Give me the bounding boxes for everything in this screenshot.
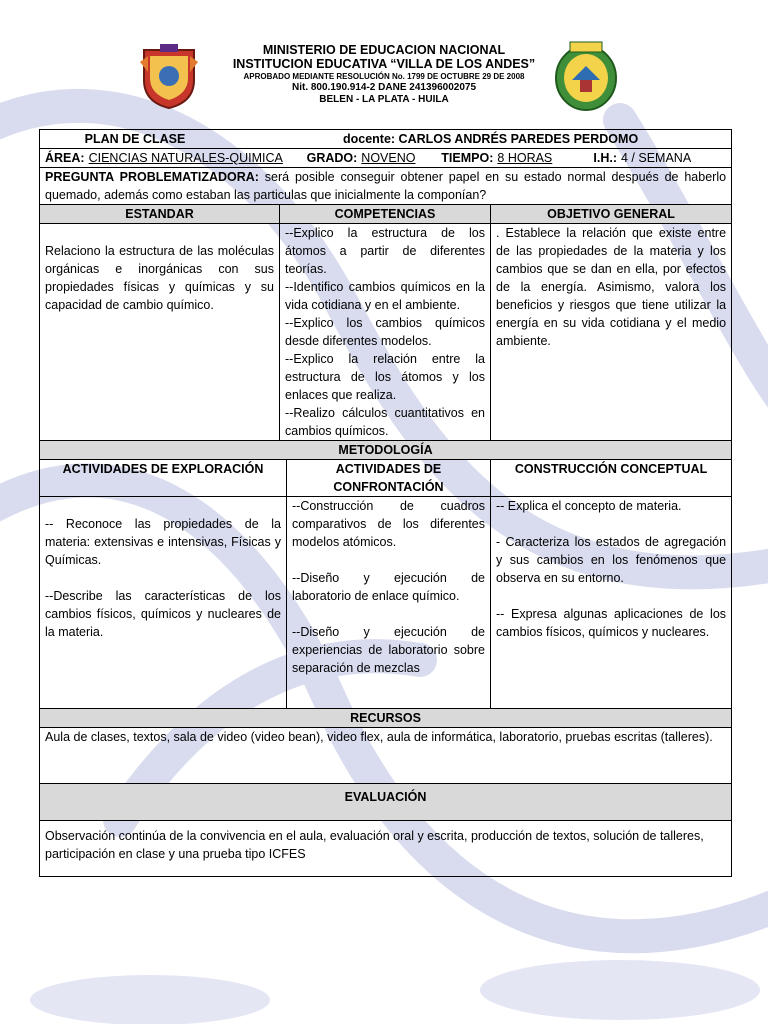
- time-value: 8 HORAS: [497, 151, 553, 165]
- class-plan-table: [39, 129, 732, 877]
- plan-title-row: [40, 130, 732, 149]
- confrontation-item: --Diseño y ejecución de experiencias de laboratorio sobre separación de mezclas: [292, 625, 485, 675]
- plan-meta-row: [40, 149, 732, 168]
- confrontation-item: --Construcción de cuadros comparativos de los diferentes modelos atómicos.: [292, 499, 485, 549]
- competencies-header: COMPETENCIAS: [280, 205, 491, 224]
- competencies-cell: [280, 224, 491, 441]
- approval-text: APROBADO MEDIANTE RESOLUCIÓN No. 1799 DE OCTUBRE 29 DE 2008: [243, 72, 525, 81]
- time-label: TIEMPO:: [441, 151, 494, 165]
- resources-text: Aula de clases, textos, sala de video (video bean), video flex, aula de informática, laboratorio, pruebas escritas (talleres).: [40, 728, 732, 784]
- coat-of-arms-logo: [138, 42, 200, 110]
- exploration-cell: [40, 497, 287, 709]
- objective-header: OBJETIVO GENERAL: [491, 205, 732, 224]
- standard-cell: [40, 224, 280, 441]
- objective-text: . Establece la relación que existe entre de las propiedades de la materia y los cambios que se dan en ella, por efectos de la energía. Asimismo, valora los beneficios y riesgos que tiene utilizar la energía en su vida cotidiana y el medio ambiente.: [496, 226, 727, 348]
- objective-cell: [491, 224, 732, 441]
- competency-item: --Explico la relación entre la estructura de los átomos y los enlaces que realiza.: [285, 352, 485, 402]
- conceptual-item: - Caracteriza los estados de agregación y sus cambios en los fenómenos que observa en su entorno.: [496, 535, 727, 585]
- exploration-item: --Describe las características de los cambios físicos, químicos y nucleares de la materia.: [45, 589, 281, 639]
- competency-item: --Explico la estructura de los átomos a partir de diferentes teorías.: [285, 226, 485, 276]
- conceptual-item: -- Explica el concepto de materia.: [496, 499, 682, 513]
- standard-header: ESTANDAR: [40, 205, 280, 224]
- competency-item: --Realizo cálculos cuantitativos en cambios químicos.: [285, 406, 485, 438]
- evaluation-title: EVALUACIÓN: [40, 784, 732, 821]
- exploration-item: -- Reconoce las propiedades de la materia: extensivas e intensivas, Físicas y Químicas.: [45, 517, 281, 567]
- confrontation-cell: [287, 497, 491, 709]
- ih-value: 4 / SEMANA: [621, 151, 692, 165]
- question-label: PREGUNTA PROBLEMATIZADORA:: [45, 170, 259, 184]
- ih-label: I.H.:: [593, 151, 617, 165]
- exploration-header: ACTIVIDADES DE EXPLORACIÓN: [40, 460, 287, 497]
- conceptual-cell: [491, 497, 732, 709]
- area-label: ÁREA:: [45, 151, 85, 165]
- grade-value: NOVENO: [361, 151, 416, 165]
- question-text: será posible conseguir obtener papel en su estado normal después de haberlo quemado, además como estaban las particulas que inicialmente la componían?: [45, 170, 727, 202]
- methodology-title: METODOLOGÍA: [40, 441, 732, 460]
- location-text: BELEN - LA PLATA - HUILA: [319, 94, 449, 105]
- ministry-name: MINISTERIO DE EDUCACION NACIONAL: [262, 43, 506, 57]
- grade-label: GRADO:: [306, 151, 358, 165]
- confrontation-header: ACTIVIDADES DE CONFRONTACIÓN: [287, 460, 491, 497]
- institution-seal-logo: [552, 40, 620, 112]
- conceptual-header: CONSTRUCCIÓN CONCEPTUAL: [491, 460, 732, 497]
- confrontation-item: --Diseño y ejecución de laboratorio de enlace químico.: [292, 571, 485, 603]
- document-header: [0, 0, 768, 120]
- guiding-question-row: [40, 168, 732, 205]
- area-value: CIENCIAS NATURALES-QUIMICA: [88, 151, 283, 165]
- institution-name: INSTITUCION EDUCATIVA “VILLA DE LOS ANDES”: [232, 57, 536, 71]
- conceptual-item: -- Expresa algunas aplicaciones de los cambios físicos, químicos y nucleares.: [496, 607, 727, 639]
- standard-text: Relaciono la estructura de las moléculas orgánicas e inorgánicas con sus propiedades físicas y químicas y su capacidad de cambio químico.: [45, 244, 274, 312]
- evaluation-text: Observación continúa de la convivencia en el aula, evaluación oral y escrita, producción de textos, solución de talleres, participación en clase y una prueba tipo ICFES: [40, 821, 732, 877]
- competency-item: --Identifico cambios químicos en la vida cotidiana y en el ambiente.: [285, 280, 485, 312]
- resources-title: RECURSOS: [40, 709, 732, 728]
- nit-dane-text: Nit. 800.190.914-2 DANE 241396002075: [291, 82, 477, 93]
- teacher-name: docente: CARLOS ANDRÉS PAREDES PERDOMO: [343, 132, 639, 146]
- plan-title: PLAN DE CLASE: [84, 132, 186, 146]
- institution-heading: [200, 43, 568, 106]
- competency-item: --Explico los cambios químicos desde diferentes modelos.: [285, 316, 485, 348]
